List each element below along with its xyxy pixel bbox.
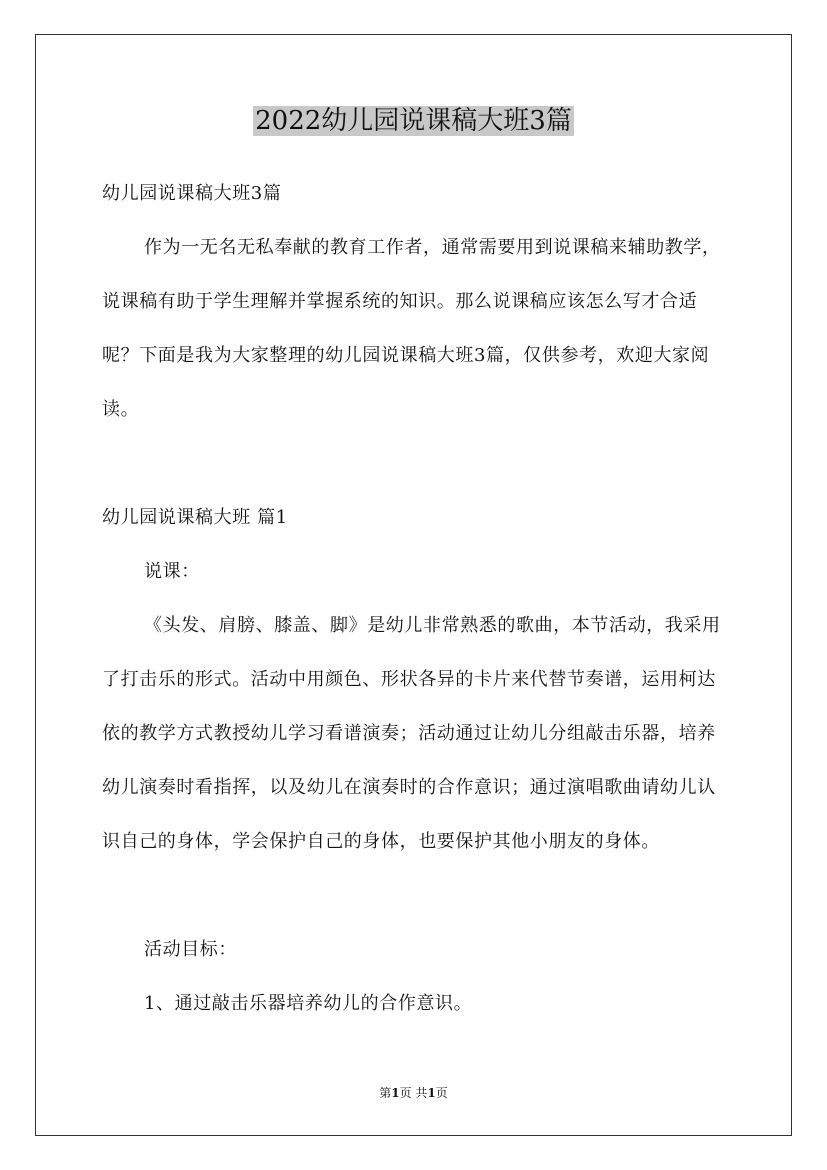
intro-paragraph: 作为一无名无私奉献的教育工作者，通常需要用到说课稿来辅助教学，说课稿有助于学生理解并掌握系统的知识。那么说课稿应该怎么写才合适呢？下面是我为大家整理的幼儿园说课稿大班3篇，仅供参考，欢迎大家阅读。 [102, 237, 721, 420]
section-heading: 幼儿园说课稿大班 篇1 [102, 507, 288, 528]
footer-page-current: 1 [391, 1086, 400, 1100]
goal-item: 1、通过敲击乐器培养幼儿的合作意识。 [144, 993, 473, 1014]
footer-prefix: 第 [379, 1086, 392, 1100]
goals-label: 活动目标： [144, 939, 237, 960]
page-footer [0, 1085, 827, 1101]
document-title-text: 2022幼儿园说课稿大班3篇 [255, 106, 572, 136]
document-subtitle: 幼儿园说课稿大班3篇 [102, 183, 282, 204]
shuoke-label: 说课： [144, 561, 200, 582]
footer-suffix: 页 [435, 1086, 448, 1100]
document-title [0, 101, 827, 141]
footer-page-total: 1 [427, 1086, 436, 1100]
footer-mid: 页 共 [399, 1086, 428, 1100]
shuoke-paragraph: 《头发、肩膀、膝盖、脚》是幼儿非常熟悉的歌曲，本节活动，我采用了打击乐的形式。活动中用颜色、形状各异的卡片来代替节奏谱，运用柯达依的教学方式教授幼儿学习看谱演奏；活动通过让幼儿分组敲击乐器，培养幼儿演奏时看指挥，以及幼儿在演奏时的合作意识；通过演唱歌曲请幼儿认识自己的身体，学会保护自己的身体，也要保护其他小朋友的身体。 [102, 615, 721, 852]
